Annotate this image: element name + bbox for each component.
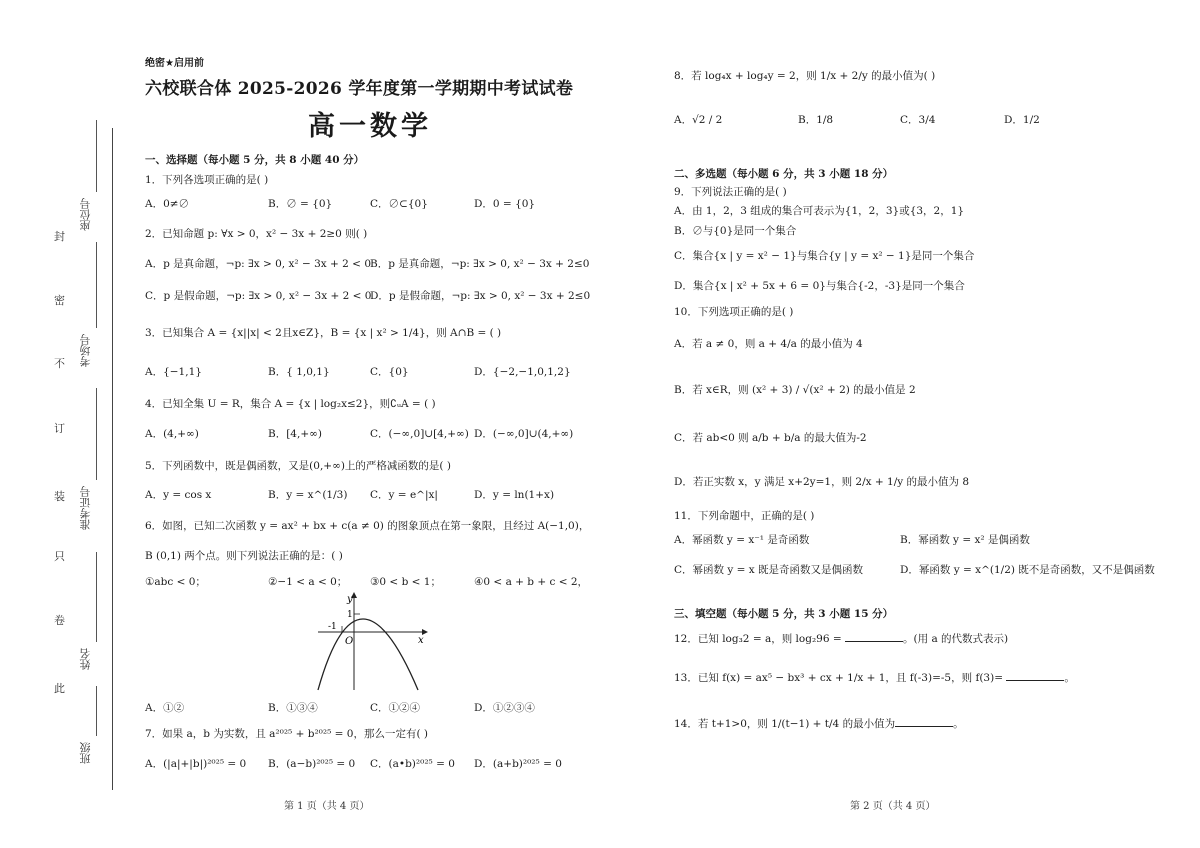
- binding-char: 装: [54, 490, 65, 503]
- q4-option-a[interactable]: A．(4,+∞): [145, 428, 199, 440]
- name-field[interactable]: [96, 552, 97, 642]
- q6-option-d[interactable]: D．①②③④: [474, 702, 535, 714]
- x-tick-label-neg-one: -1: [328, 622, 337, 632]
- question-6: 6．如图，已知二次函数 y = ax² + bx + c(a ≠ 0) 的图象顶点在第一象限，且经过 A(−1,0)，: [145, 520, 590, 532]
- q10-option-a[interactable]: A．若 a ≠ 0，则 a + 4/a 的最小值为 4: [674, 338, 863, 350]
- exam-room-field[interactable]: [96, 242, 97, 328]
- q9-option-d[interactable]: D．集合{x | x² + 5x + 6 = 0}与集合{-2，-3}是同一个集合: [674, 280, 965, 292]
- q6-option-a[interactable]: A．①②: [145, 702, 185, 714]
- page-footer-2: 第 2 页（共 4 页）: [850, 801, 936, 812]
- y-tick-label-one: 1: [347, 610, 353, 620]
- q8-option-d[interactable]: D．1/2: [1004, 114, 1040, 126]
- question-10: 10．下列选项正确的是( ): [674, 306, 794, 318]
- q12-text: 12．已知 log₃2 = a，则 log₂96 =: [674, 633, 846, 645]
- binding-char: 此: [54, 682, 65, 695]
- name-label: 姓名: [79, 648, 92, 670]
- q7-option-b[interactable]: B．(a−b)²⁰²⁵ = 0: [268, 758, 356, 770]
- page-footer-1: 第 1 页（共 4 页）: [284, 801, 370, 812]
- question-1: 1．下列各选项正确的是( ): [145, 174, 269, 186]
- subject-title: 高一数学: [308, 111, 432, 142]
- q7-option-d[interactable]: D．(a+b)²⁰²⁵ = 0: [474, 758, 562, 770]
- binding-char: 订: [54, 422, 65, 435]
- question-9: 9．下列说法正确的是( ): [674, 186, 787, 198]
- q3-option-c[interactable]: C．{0}: [370, 366, 409, 378]
- q6-statement-4: ④0 < a + b + c < 2，: [474, 576, 589, 588]
- question-2: 2．已知命题 p: ∀x > 0，x² − 3x + 2≥0 则( ): [145, 228, 368, 240]
- q4-option-b[interactable]: B．[4,+∞): [268, 428, 322, 440]
- q8-option-c[interactable]: C．3/4: [900, 114, 936, 126]
- question-7: 7．如果 a，b 为实数，且 a²⁰²⁵ + b²⁰²⁵ = 0，那么一定有( ): [145, 728, 428, 740]
- q5-option-c[interactable]: C．y = e^|x|: [370, 489, 438, 501]
- q12-suffix: 。(用 a 的代数式表示): [903, 633, 1009, 645]
- q9-option-c[interactable]: C．集合{x | y = x² − 1}与集合{y | y = x² − 1}是同一个集合: [674, 250, 975, 262]
- q2-option-c[interactable]: C．p 是假命题，¬p: ∃x > 0, x² − 3x + 2 < 0: [145, 290, 372, 302]
- section-heading-multi: 二、多选题（每小题 6 分，共 3 小题 18 分）: [674, 168, 894, 180]
- exam-page-2: [600, 0, 1200, 848]
- binding-char: 密: [54, 294, 65, 307]
- q9-option-b[interactable]: B．∅与{0}是同一个集合: [674, 225, 797, 237]
- q9-option-a[interactable]: A．由 1，2，3 组成的集合可表示为{1，2，3}或{3，2，1}: [674, 205, 965, 217]
- q8-option-b[interactable]: B．1/8: [798, 114, 834, 126]
- parabola-figure: [314, 590, 434, 694]
- q7-option-a[interactable]: A．(|a|+|b|)²⁰²⁵ = 0: [145, 758, 247, 770]
- q5-option-a[interactable]: A．y = cos x: [145, 489, 212, 501]
- binding-char: 只: [54, 550, 65, 563]
- q1-option-b[interactable]: B．∅ = {0}: [268, 198, 333, 210]
- q10-option-d[interactable]: D．若正实数 x，y 满足 x+2y=1，则 2/x + 1/y 的最小值为 8: [674, 476, 970, 488]
- q14-answer-blank[interactable]: [895, 717, 953, 727]
- q1-option-a[interactable]: A．0≠∅: [145, 198, 190, 210]
- q5-option-b[interactable]: B．y = x^(1/3): [268, 489, 348, 501]
- binding-char: 卷: [54, 614, 65, 627]
- confidential-mark: 绝密★启用前: [145, 58, 204, 69]
- q6-statement-1: ①abc < 0；: [145, 576, 206, 588]
- class-label: 班级: [79, 742, 92, 764]
- admission-number-label: 准考证号: [79, 486, 92, 530]
- q6-statement-2: ②−1 < a < 0；: [268, 576, 348, 588]
- q3-option-d[interactable]: D．{−2,−1,0,1,2}: [474, 366, 571, 378]
- section-heading-fill: 三、填空题（每小题 5 分，共 3 小题 15 分）: [674, 608, 894, 620]
- q12-answer-blank[interactable]: [845, 632, 903, 642]
- q2-option-d[interactable]: D．p 是假命题，¬p: ∃x > 0, x² − 3x + 2≤0: [370, 290, 591, 302]
- q11-option-b[interactable]: B．幂函数 y = x² 是偶函数: [900, 534, 1030, 546]
- origin-label: O: [345, 636, 354, 647]
- q1-option-c[interactable]: C．∅⊂{0}: [370, 198, 428, 210]
- q2-option-b[interactable]: B．p 是真命题，¬p: ∃x > 0, x² − 3x + 2≤0: [370, 258, 590, 270]
- question-5: 5．下列函数中，既是偶函数，又是(0,+∞)上的严格减函数的是( ): [145, 460, 451, 472]
- q11-option-c[interactable]: C．幂函数 y = x 既是奇函数又是偶函数: [674, 564, 864, 576]
- q11-option-a[interactable]: A．幂函数 y = x⁻¹ 是奇函数: [674, 534, 810, 546]
- q14-suffix: 。: [953, 718, 964, 730]
- question-11: 11．下列命题中，正确的是( ): [674, 510, 815, 522]
- seat-number-field[interactable]: [96, 120, 97, 192]
- seat-number-label: 座位号: [79, 198, 92, 231]
- q1-option-d[interactable]: D．0 = {0}: [474, 198, 536, 210]
- y-axis-label: y: [347, 594, 353, 605]
- q6-option-c[interactable]: C．①②④: [370, 702, 421, 714]
- x-axis-label: x: [418, 635, 424, 646]
- question-14: [674, 716, 964, 731]
- q13-suffix: 。: [1064, 672, 1075, 684]
- q8-option-a[interactable]: A．√2 / 2: [674, 114, 723, 126]
- q4-option-d[interactable]: D．(−∞,0]∪(4,+∞): [474, 428, 574, 440]
- class-field[interactable]: [96, 686, 97, 736]
- question-6-cont: B (0,1) 两个点。则下列说法正确的是：( ): [145, 550, 343, 562]
- q4-option-c[interactable]: C．(−∞,0]∪[4,+∞): [370, 428, 469, 440]
- binding-char: 封: [54, 230, 65, 243]
- q5-option-d[interactable]: D．y = ln(1+x): [474, 489, 555, 501]
- q6-statement-3: ③0 < b < 1；: [370, 576, 441, 588]
- binding-margin-line: [112, 128, 113, 790]
- exam-title: 六校联合体 2025-2026 学年度第一学期期中考试试卷: [145, 79, 574, 99]
- question-13: [674, 670, 1075, 685]
- q10-option-b[interactable]: B．若 x∈R，则 (x² + 3) / √(x² + 2) 的最小值是 2: [674, 384, 916, 396]
- question-12: [674, 631, 1008, 646]
- admission-number-field[interactable]: [96, 388, 97, 480]
- q7-option-c[interactable]: C．(a•b)²⁰²⁵ = 0: [370, 758, 455, 770]
- q3-option-a[interactable]: A．{−1,1}: [145, 366, 202, 378]
- question-4: 4．已知全集 U = R，集合 A = {x | log₂x≤2}，则∁ᵤA = ( ): [145, 398, 436, 410]
- q2-option-a[interactable]: A．p 是真命题，¬p: ∃x > 0, x² − 3x + 2 < 0: [145, 258, 371, 270]
- q11-option-d[interactable]: D．幂函数 y = x^(1/2) 既不是奇函数，又不是偶函数: [900, 564, 1155, 576]
- q13-answer-blank[interactable]: [1006, 671, 1064, 681]
- q14-text: 14．若 t+1>0，则 1/(t−1) + t/4 的最小值为: [674, 718, 896, 730]
- q3-option-b[interactable]: B．{ 1,0,1}: [268, 366, 330, 378]
- section-heading-choice: 一、选择题（每小题 5 分，共 8 小题 40 分）: [145, 154, 365, 166]
- exam-room-label: 考场号: [79, 334, 92, 367]
- q6-option-b[interactable]: B．①③④: [268, 702, 318, 714]
- binding-char: 不: [54, 357, 65, 370]
- question-8: 8．若 log₄x + log₄y = 2，则 1/x + 2/y 的最小值为( ): [674, 70, 936, 82]
- q10-option-c[interactable]: C．若 ab<0 则 a/b + b/a 的最大值为-2: [674, 432, 867, 444]
- q13-text: 13．已知 f(x) = ax⁵ − bx³ + cx + 1/x + 1，且 f(-3)=-5，则 f(3)=: [674, 672, 1007, 684]
- question-3: 3．已知集合 A = {x||x| < 2且x∈Z}，B = {x | x² > 1/4}，则 A∩B = ( ): [145, 327, 502, 339]
